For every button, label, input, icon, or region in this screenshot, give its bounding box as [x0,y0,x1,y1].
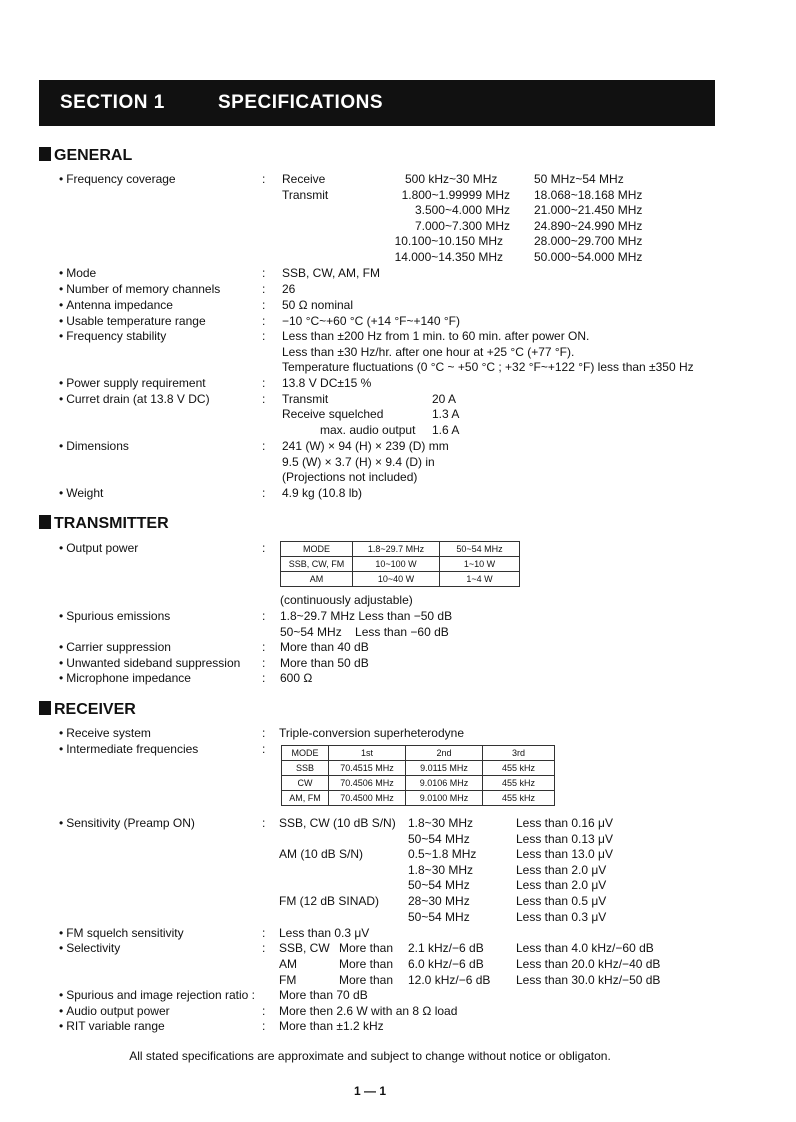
sens-range: 1.8~30 MHz [408,863,474,877]
sel-limit: Less than 4.0 kHz/−60 dB [516,941,654,955]
table-row [281,572,520,587]
spec-value: 241 (W) × 94 (H) × 239 (D) mm [282,439,449,453]
spec-value: max. audio output [320,423,416,437]
colon: : [262,816,266,830]
spec-value: More then 2.6 W with an 8 Ω load [279,1004,458,1018]
table-cell: AM, FM [282,791,329,806]
table-row [282,761,555,776]
table-cell: CW [282,776,329,791]
sens-value: Less than 13.0 μV [516,847,613,861]
spec-label: • Selectivity [59,941,121,955]
sens-value: Less than 0.3 μV [516,910,607,924]
spec-value: Temperature fluctuations (0 °C ~ +50 °C ; +32 °F~+122 °F) less than ±350 Hz [282,360,694,374]
spec-value: 4.9 kg (10.8 lb) [282,486,363,500]
tx-range: 7.000~7.300 MHz [414,219,510,233]
transmitter-heading: TRANSMITTER [39,514,169,534]
spec-label: • Spurious and image rejection ratio : [59,988,255,1002]
colon: : [262,941,266,955]
table-cell: AM [281,572,353,587]
colon: : [262,671,266,685]
spec-value: Receive squelched [282,407,384,421]
tx-range: 3.500~4.000 MHz [414,203,510,217]
spec-value: 13.8 V DC±15 % [282,376,372,390]
general-heading: GENERAL [39,146,132,166]
spec-label: • FM squelch sensitivity [59,926,184,940]
tx-range: 14.000~14.350 MHz [394,250,503,264]
spec-label: • Mode [59,266,97,280]
sel-bw: 6.0 kHz/−6 dB [408,957,484,971]
sel-qual: More than [339,973,394,987]
output-power-table [280,541,520,587]
spec-value: (continuously adjustable) [280,593,413,607]
sel-limit: Less than 20.0 kHz/−40 dB [516,957,661,971]
spec-label: • Sensitivity (Preamp ON) [59,816,195,830]
tx-range: 18.068~18.168 MHz [534,188,643,202]
colon: : [262,609,266,623]
sens-range: 50~54 MHz [408,832,470,846]
sens-value: Less than 0.5 μV [516,894,607,908]
table-cell: 70.4500 MHz [329,791,406,806]
sel-qual: More than [339,941,394,955]
spec-value: More than 40 dB [280,640,369,654]
freq-receive-range-1: 500 kHz~30 MHz [405,172,498,186]
spec-label: • RIT variable range [59,1019,165,1033]
spec-value: −10 °C~+60 °C (+14 °F~+140 °F) [282,314,460,328]
table-header-cell: MODE [282,746,329,761]
spec-value: Triple-conversion superheterodyne [279,726,464,740]
colon: : [262,1019,266,1033]
spec-value: 9.5 (W) × 3.7 (H) × 9.4 (D) in [282,455,435,469]
section-banner [39,80,715,126]
table-row [282,746,555,761]
sens-range: 50~54 MHz [408,878,470,892]
table-row [281,542,520,557]
spec-label: • Power supply requirement [59,376,206,390]
spec-value: 1.3 A [432,407,460,421]
colon: : [262,392,266,406]
sens-range: 28~30 MHz [408,894,470,908]
table-header-cell: 2nd [406,746,483,761]
section-number: SECTION 1 [60,92,165,113]
table-header-cell: MODE [281,542,353,557]
colon: : [262,439,266,453]
spec-label: • Receive system [59,726,151,740]
footer-note: All stated specifications are approximate and subject to change without notice or obligaton. [129,1049,611,1063]
freq-transmit-label: Transmit [282,188,329,202]
sens-value: Less than 2.0 μV [516,878,607,892]
square-bullet-icon [39,701,51,715]
sens-value: Less than 0.16 μV [516,816,613,830]
sel-mode: SSB, CW [279,941,330,955]
spec-label: • Frequency coverage [59,172,176,186]
spec-value: More than 50 dB [280,656,369,670]
tx-range: 10.100~10.150 MHz [394,234,503,248]
spec-value: 50 Ω nominal [282,298,354,312]
sens-value: Less than 2.0 μV [516,863,607,877]
colon: : [262,376,266,390]
spec-label: • Dimensions [59,439,129,453]
spec-label: • Output power [59,541,139,555]
spec-value: (Projections not included) [282,470,418,484]
colon: : [262,486,266,500]
colon: : [262,314,266,328]
spec-label: • Microphone impedance [59,671,191,685]
spec-value: 1.6 A [432,423,460,437]
spec-label: • Curret drain (at 13.8 V DC) [59,392,210,406]
sens-group: FM (12 dB SINAD) [279,894,380,908]
sens-range: 50~54 MHz [408,910,470,924]
colon: : [262,640,266,654]
spec-label: • Weight [59,486,104,500]
spec-label: • Unwanted sideband suppression [59,656,241,670]
colon: : [262,1004,266,1018]
spec-value: Transmit [282,392,329,406]
receiver-heading: RECEIVER [39,700,136,720]
tx-range: 21.000~21.450 MHz [534,203,643,217]
colon: : [262,656,266,670]
spec-label: • Frequency stability [59,329,167,343]
square-bullet-icon [39,515,51,529]
spec-value: Less than ±30 Hz/hr. after one hour at +25 °C (+77 °F). [282,345,575,359]
table-cell: 1~10 W [440,557,520,572]
table-header-cell: 1st [329,746,406,761]
spec-label: • Audio output power [59,1004,170,1018]
section-title: SPECIFICATIONS [218,92,383,113]
table-cell: 9.0115 MHz [406,761,483,776]
spec-label: • Spurious emissions [59,609,171,623]
square-bullet-icon [39,147,51,161]
spec-value: More than 70 dB [279,988,368,1002]
spec-value: 1.8~29.7 MHz Less than −50 dB [280,609,453,623]
sel-mode: AM [279,957,297,971]
page-number: 1 — 1 [353,1084,386,1098]
table-cell: 70.4506 MHz [329,776,406,791]
spec-value: 600 Ω [280,671,313,685]
freq-receive-label: Receive [282,172,326,186]
table-cell: 455 kHz [483,776,555,791]
tx-range: 24.890~24.990 MHz [534,219,643,233]
table-cell: SSB, CW, FM [281,557,353,572]
spec-value: 26 [282,282,296,296]
spec-label: • Intermediate frequencies [59,742,199,756]
spec-label: • Usable temperature range [59,314,206,328]
sens-value: Less than 0.13 μV [516,832,613,846]
sel-limit: Less than 30.0 kHz/−50 dB [516,973,661,987]
freq-receive-range-2: 50 MHz~54 MHz [534,172,624,186]
sel-bw: 12.0 kHz/−6 dB [408,973,491,987]
table-cell: 455 kHz [483,791,555,806]
table-cell: 10~100 W [353,557,440,572]
sel-bw: 2.1 kHz/−6 dB [408,941,484,955]
table-header-cell: 3rd [483,746,555,761]
spec-value: Less than 0.3 μV [279,926,370,940]
sens-group: AM (10 dB S/N) [279,847,364,861]
sel-qual: More than [339,957,394,971]
spec-value: More than ±1.2 kHz [279,1019,384,1033]
colon: : [262,726,266,740]
spec-label: • Number of memory channels [59,282,221,296]
tx-range: 1.800~1.99999 MHz [401,188,510,202]
sel-mode: FM [279,973,297,987]
table-row [281,557,520,572]
colon: : [262,266,266,280]
table-header-cell: 1.8~29.7 MHz [353,542,440,557]
spec-label: • Carrier suppression [59,640,171,654]
sens-range: 1.8~30 MHz [408,816,474,830]
table-cell: 455 kHz [483,761,555,776]
spec-value: Less than ±200 Hz from 1 min. to 60 min. after power ON. [282,329,590,343]
table-cell: SSB [282,761,329,776]
sens-range: 0.5~1.8 MHz [408,847,477,861]
table-row [282,791,555,806]
sens-group: SSB, CW (10 dB S/N) [279,816,396,830]
colon: : [262,541,266,555]
colon: : [262,298,266,312]
table-row [282,776,555,791]
colon: : [262,329,266,343]
colon: : [262,926,266,940]
colon: : [262,282,266,296]
table-cell: 9.0100 MHz [406,791,483,806]
colon: : [262,172,266,186]
tx-range: 28.000~29.700 MHz [534,234,643,248]
table-cell: 9.0106 MHz [406,776,483,791]
table-cell: 10~40 W [353,572,440,587]
colon: : [262,742,266,756]
spec-value: 50~54 MHz Less than −60 dB [280,625,449,639]
table-cell: 70.4515 MHz [329,761,406,776]
table-cell: 1~4 W [440,572,520,587]
spec-value: SSB, CW, AM, FM [282,266,381,280]
spec-value: 20 A [432,392,457,406]
if-table [281,745,555,806]
table-header-cell: 50~54 MHz [440,542,520,557]
tx-range: 50.000~54.000 MHz [534,250,643,264]
spec-label: • Antenna impedance [59,298,173,312]
